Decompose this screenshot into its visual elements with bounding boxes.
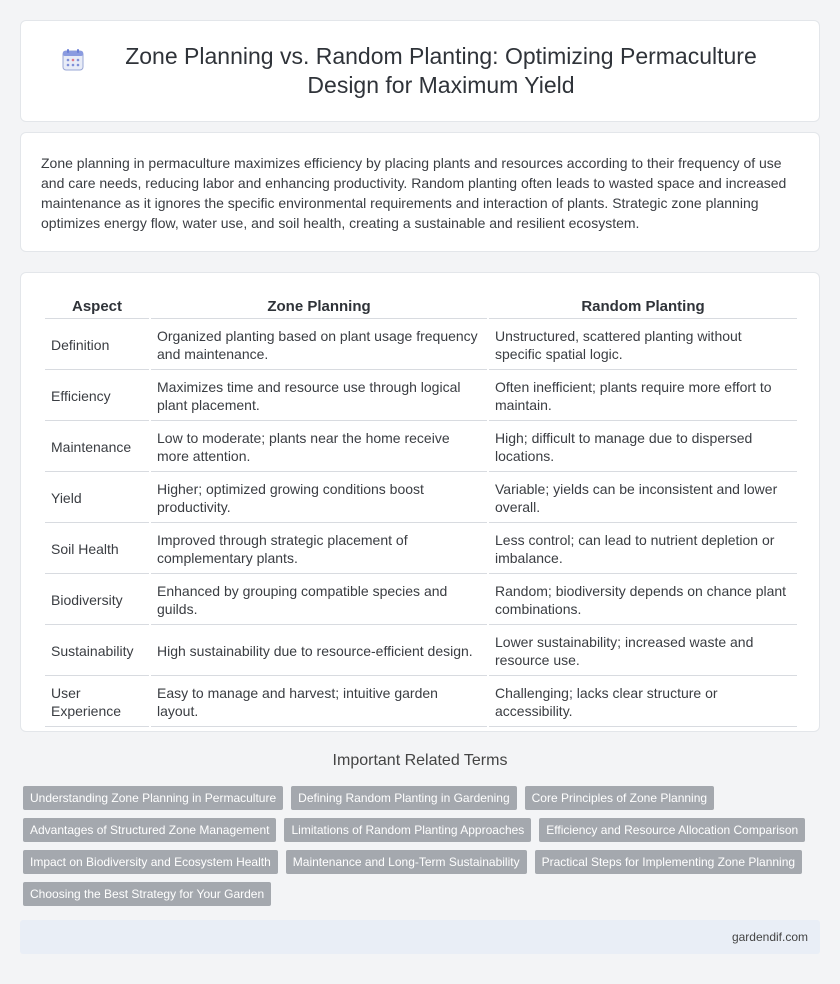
footer-site-link[interactable]: gardendif.com: [731, 930, 808, 944]
random-cell: High; difficult to manage due to dispersed locations.: [489, 423, 797, 472]
zone-cell: Higher; optimized growing conditions boost productivity.: [151, 474, 487, 523]
related-term-tag[interactable]: Choosing the Best Strategy for Your Garden: [23, 882, 271, 906]
related-terms-list: [23, 786, 823, 914]
header-zone-planning: Zone Planning: [151, 295, 487, 319]
intro-paragraph: Zone planning in permaculture maximizes efficiency by placing plants and resources according to their frequency of use and care needs, reducing labor and enhancing productivity. Random planting often leads to wasted space and increased maintenance as it ignores the specific environmental requirements and interaction of plants. Strategic zone planning optimizes energy flow, water use, and soil health, creating a sustainable and resilient ecosystem.: [41, 155, 787, 231]
random-cell: Less control; can lead to nutrient depletion or imbalance.: [489, 525, 797, 574]
random-cell: Often inefficient; plants require more effort to maintain.: [489, 372, 797, 421]
aspect-cell: Yield: [45, 474, 149, 523]
related-term-tag[interactable]: Impact on Biodiversity and Ecosystem Health: [23, 850, 278, 874]
random-cell: Unstructured, scattered planting without specific spatial logic.: [489, 321, 797, 370]
comparison-table-card: [20, 272, 820, 732]
header-inner: [61, 42, 779, 100]
zone-cell: Improved through strategic placement of complementary plants.: [151, 525, 487, 574]
related-term-tag[interactable]: Defining Random Planting in Gardening: [291, 786, 516, 810]
table-row: [45, 474, 797, 523]
table-row: [45, 372, 797, 421]
related-term-tag[interactable]: Efficiency and Resource Allocation Comparison: [539, 818, 805, 842]
aspect-cell: Definition: [45, 321, 149, 370]
comparison-table: [43, 293, 799, 729]
random-cell: Variable; yields can be inconsistent and lower overall.: [489, 474, 797, 523]
random-cell: Lower sustainability; increased waste and resource use.: [489, 627, 797, 676]
table-row: [45, 678, 797, 727]
related-term-tag[interactable]: Core Principles of Zone Planning: [525, 786, 714, 810]
table-header-row: [45, 295, 797, 319]
aspect-cell: Biodiversity: [45, 576, 149, 625]
aspect-cell: Efficiency: [45, 372, 149, 421]
related-terms-heading: Important Related Terms: [332, 752, 508, 769]
related-term-tag[interactable]: Maintenance and Long-Term Sustainability: [286, 850, 527, 874]
aspect-cell: Maintenance: [45, 423, 149, 472]
random-cell: Random; biodiversity depends on chance plant combinations.: [489, 576, 797, 625]
aspect-cell: Sustainability: [45, 627, 149, 676]
page-title: Zone Planning vs. Random Planting: Optimizing Permaculture Design for Maximum Yield: [125, 43, 757, 98]
related-term-tag[interactable]: Limitations of Random Planting Approaches: [284, 818, 531, 842]
table-row: [45, 627, 797, 676]
table-row: [45, 576, 797, 625]
zone-cell: Enhanced by grouping compatible species and guilds.: [151, 576, 487, 625]
zone-cell: Organized planting based on plant usage frequency and maintenance.: [151, 321, 487, 370]
zone-cell: High sustainability due to resource-efficient design.: [151, 627, 487, 676]
random-cell: Challenging; lacks clear structure or accessibility.: [489, 678, 797, 727]
header-card: [20, 20, 820, 122]
table-row: [45, 525, 797, 574]
table-row: [45, 321, 797, 370]
calendar-icon: [61, 48, 85, 72]
related-term-tag[interactable]: Understanding Zone Planning in Permaculture: [23, 786, 283, 810]
zone-cell: Easy to manage and harvest; intuitive garden layout.: [151, 678, 487, 727]
header-aspect: Aspect: [45, 295, 149, 319]
related-term-tag[interactable]: Advantages of Structured Zone Management: [23, 818, 276, 842]
aspect-cell: User Experience: [45, 678, 149, 727]
zone-cell: Low to moderate; plants near the home receive more attention.: [151, 423, 487, 472]
table-row: [45, 423, 797, 472]
aspect-cell: Soil Health: [45, 525, 149, 574]
intro-card: [20, 132, 820, 252]
related-term-tag[interactable]: Practical Steps for Implementing Zone Planning: [535, 850, 802, 874]
zone-cell: Maximizes time and resource use through logical plant placement.: [151, 372, 487, 421]
footer: [20, 920, 820, 954]
header-random-planting: Random Planting: [489, 295, 797, 319]
